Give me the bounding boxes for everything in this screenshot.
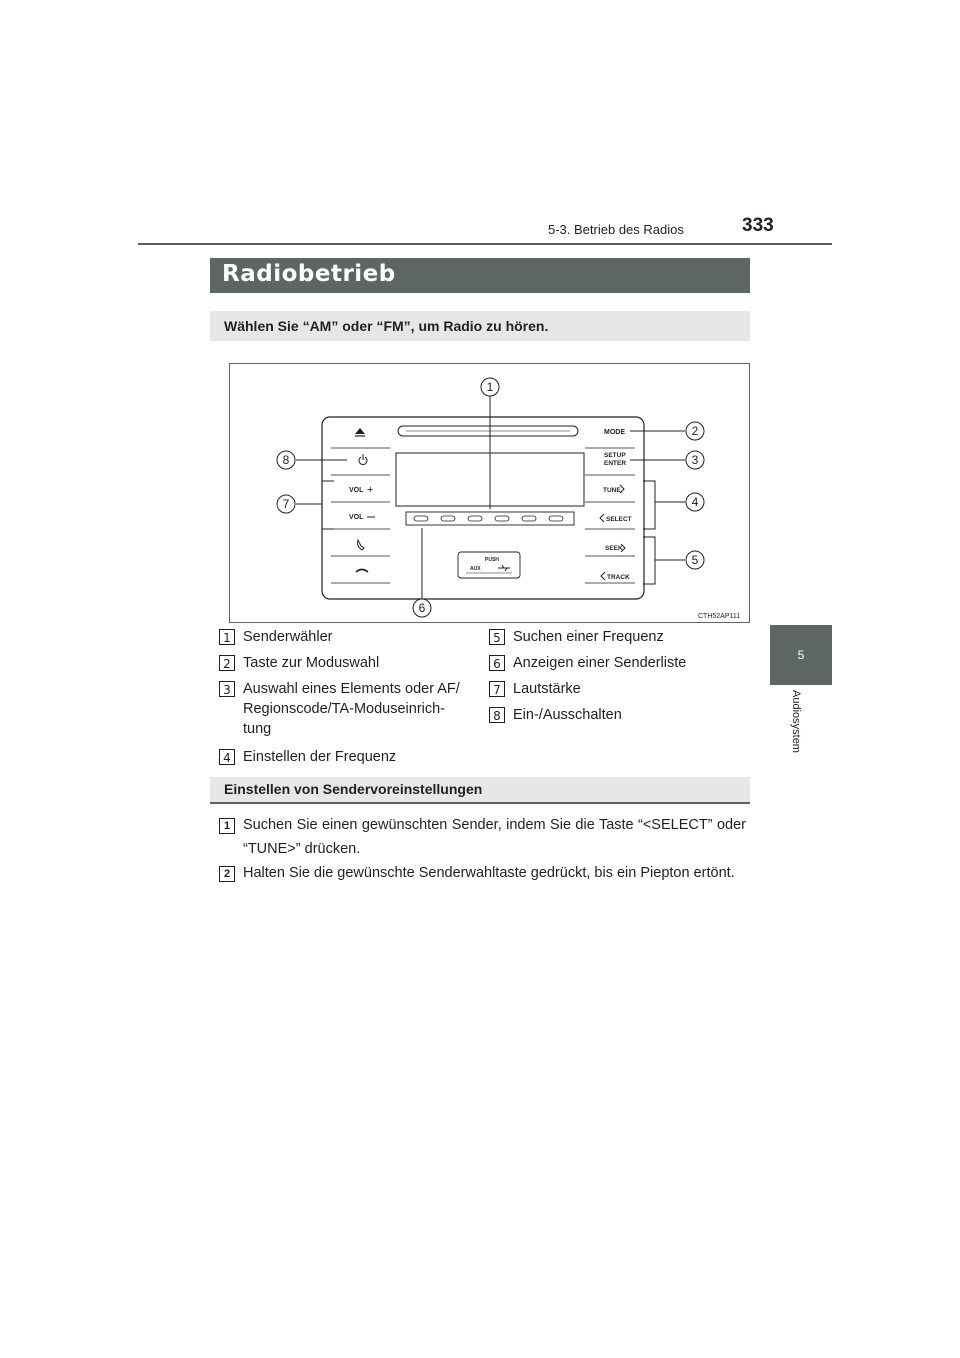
legend-num-3: 3 bbox=[219, 681, 235, 697]
intro-text: Wählen Sie “AM” oder “FM”, um Radio zu hören. bbox=[224, 318, 549, 334]
tune-label: TUNE bbox=[603, 487, 621, 494]
legend-num-1: 1 bbox=[219, 629, 235, 645]
power-icon bbox=[359, 454, 367, 464]
section-heading: 5-3. Betrieb des Radios bbox=[548, 222, 684, 237]
legend-text-8: Ein-/Ausschalten bbox=[513, 707, 622, 723]
section-bar bbox=[210, 777, 750, 804]
legend-text-7: Lautstärke bbox=[513, 681, 581, 697]
page-number: 333 bbox=[742, 215, 774, 236]
seek-label: SEEK bbox=[605, 545, 623, 552]
step-num-1: 1 bbox=[219, 818, 235, 834]
eject-icon bbox=[355, 428, 365, 436]
vol-down-label: VOL bbox=[349, 514, 364, 521]
intro-box bbox=[210, 311, 750, 341]
mode-label: MODE bbox=[604, 429, 625, 436]
legend-num-4: 4 bbox=[219, 749, 235, 765]
callout-2: 2 bbox=[691, 424, 699, 438]
callout-4: 4 bbox=[691, 495, 699, 509]
step-text-1: Suchen Sie einen gewünschten Sender, indem Sie die Taste “<SELECT” oder “TUNE>” drücken. bbox=[243, 817, 746, 857]
phone-icon bbox=[358, 540, 365, 550]
legend-num-7: 7 bbox=[489, 681, 505, 697]
legend-text-2: Taste zur Moduswahl bbox=[243, 655, 380, 671]
radio-panel-illustration bbox=[230, 364, 749, 622]
callout-8: 8 bbox=[282, 453, 290, 467]
legend-text-4: Einstellen der Frequenz bbox=[243, 749, 397, 765]
callout-1: 1 bbox=[486, 380, 494, 394]
callout-3: 3 bbox=[691, 453, 699, 467]
legend-num-5: 5 bbox=[489, 629, 505, 645]
legend-text-1: Senderwähler bbox=[243, 629, 333, 645]
vol-up-label: VOL bbox=[349, 487, 364, 494]
title-bar bbox=[210, 258, 750, 293]
aux-label: AUX bbox=[470, 566, 481, 572]
figure-code: CTH52AP111 bbox=[698, 613, 741, 620]
svg-text:+: + bbox=[367, 484, 374, 496]
usb-icon bbox=[498, 565, 510, 571]
radio-figure bbox=[229, 363, 750, 623]
setup-label: SETUP bbox=[604, 452, 626, 459]
header-divider bbox=[138, 243, 832, 245]
legend-num-2: 2 bbox=[219, 655, 235, 671]
chapter-tab: 5 bbox=[770, 625, 832, 685]
callout-5: 5 bbox=[691, 553, 699, 567]
page-title: Radiobetrieb bbox=[222, 261, 396, 287]
track-label: TRACK bbox=[607, 574, 630, 581]
callout-7: 7 bbox=[282, 497, 290, 511]
callout-6: 6 bbox=[418, 601, 426, 615]
enter-label: ENTER bbox=[604, 460, 627, 467]
section-title: Einstellen von Sendervoreinstellungen bbox=[224, 781, 483, 797]
step-num-2: 2 bbox=[219, 866, 235, 882]
chapter-label: Audiosystem bbox=[790, 690, 802, 753]
legend-text-5: Suchen einer Frequenz bbox=[513, 629, 664, 645]
chapter-label-container bbox=[772, 690, 822, 780]
select-label: SELECT bbox=[606, 516, 632, 523]
legend-num-6: 6 bbox=[489, 655, 505, 671]
legend-text-3: Auswahl eines Elements oder AF/ Regionscode/TA-Moduseinrich- tung bbox=[243, 681, 460, 737]
hang-up-icon bbox=[356, 570, 368, 573]
legend-text-6: Anzeigen einer Senderliste bbox=[513, 655, 687, 671]
legend-num-8: 8 bbox=[489, 707, 505, 723]
push-label: PUSH bbox=[485, 557, 499, 563]
step-text-2: Halten Sie die gewünschte Senderwahltaste gedrückt, bis ein Piepton ertönt. bbox=[243, 865, 735, 881]
